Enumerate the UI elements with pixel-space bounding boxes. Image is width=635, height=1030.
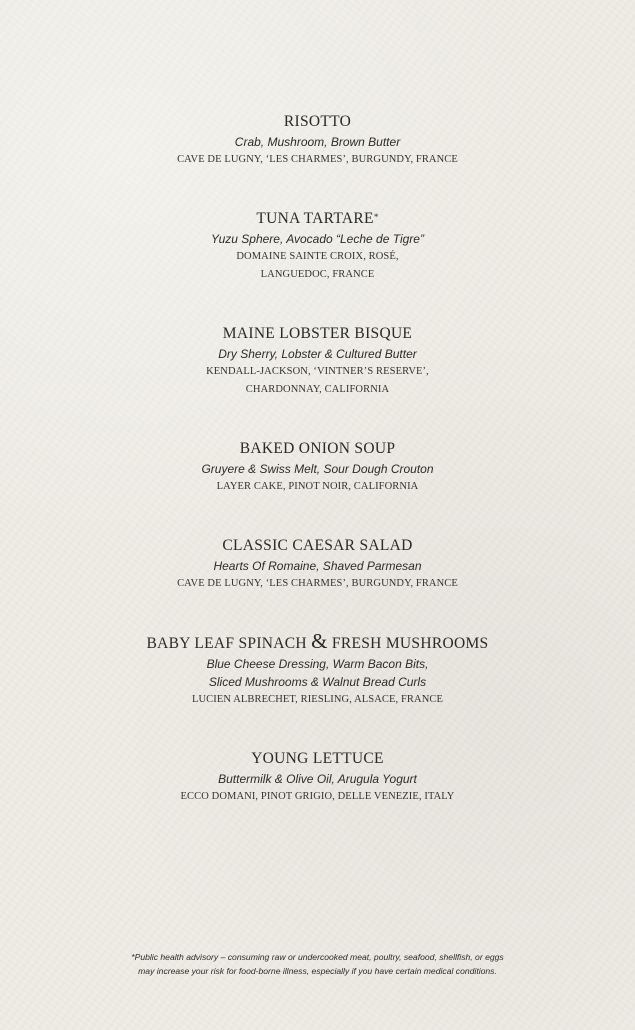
wine-pairing: LAYER CAKE, PINOT NOIR, CALIFORNIA [216, 481, 419, 492]
course-name-text: YOUNG LETTUCE [251, 750, 384, 767]
course-description: Dry Sherry, Lobster & Cultured Butter [218, 347, 417, 361]
menu-list [0, 111, 635, 845]
course-name [0, 535, 635, 557]
course-name-text: BAKED ONION SOUP [239, 440, 396, 457]
wine-pairing: LUCIEN ALBRECHET, RIESLING, ALSACE, FRANCE [191, 694, 444, 705]
course-name-text: RISOTTO [283, 113, 352, 130]
footnote-line-2: may increase your risk for food-borne illness, especially if you have certain medical conditions. [138, 966, 497, 976]
course-name [0, 438, 635, 460]
wine-pairing: CAVE DE LUGNY, ‘LES CHARMES’, BURGUNDY, FRANCE [177, 154, 458, 165]
course-tuna-tartare [0, 208, 635, 284]
course-description: Gruyere & Swiss Melt, Sour Dough Crouton [201, 462, 434, 476]
course-description: Yuzu Sphere, Avocado “Leche de Tigre” [211, 232, 424, 246]
course-baked-onion-soup [0, 438, 635, 496]
wine-pairing-line-1: KENDALL-JACKSON, ‘VINTNER’S RESERVE’, [206, 366, 429, 377]
course-name [0, 111, 635, 133]
course-name [0, 748, 635, 770]
course-name [0, 323, 635, 345]
wine-pairing: ECCO DOMANI, PINOT GRIGIO, DELLE VENEZIE, ITALY [180, 791, 455, 802]
course-description: Hearts Of Romaine, Shaved Parmesan [213, 559, 422, 573]
course-description-line-1: Blue Cheese Dressing, Warm Bacon Bits, [206, 657, 429, 671]
health-advisory-footnote [0, 950, 635, 978]
wine-pairing: CAVE DE LUGNY, ‘LES CHARMES’, BURGUNDY, FRANCE [177, 578, 458, 589]
course-description: Buttermilk & Olive Oil, Arugula Yogurt [218, 772, 417, 786]
course-risotto [0, 111, 635, 169]
asterisk-mark: * [373, 212, 379, 222]
course-young-lettuce [0, 748, 635, 806]
course-classic-caesar-salad [0, 535, 635, 593]
wine-pairing-line-2: LANGUEDOC, FRANCE [260, 269, 375, 280]
course-description: Crab, Mushroom, Brown Butter [234, 135, 401, 149]
course-maine-lobster-bisque [0, 323, 635, 399]
course-name-text: TUNA TARTARE [256, 210, 374, 227]
course-description-line-2: Sliced Mushrooms & Walnut Bread Curls [208, 675, 427, 689]
wine-pairing-line-1: DOMAINE SAINTE CROIX, ROSÉ, [236, 251, 399, 262]
course-name [0, 629, 635, 655]
course-name-part-2: FRESH MUSHROOMS [327, 635, 489, 652]
course-name-part-1: BABY LEAF SPINACH [146, 635, 312, 652]
course-name [0, 208, 635, 230]
course-name-text: CLASSIC CAESAR SALAD [222, 537, 413, 554]
footnote-line-1: *Public health advisory – consuming raw or undercooked meat, poultry, seafood, shellfish, or eggs [131, 952, 504, 962]
ampersand: & [311, 629, 328, 653]
wine-pairing-line-2: CHARDONNAY, CALIFORNIA [245, 384, 390, 395]
course-name-text: MAINE LOBSTER BISQUE [222, 325, 413, 342]
course-baby-leaf-spinach [0, 629, 635, 709]
